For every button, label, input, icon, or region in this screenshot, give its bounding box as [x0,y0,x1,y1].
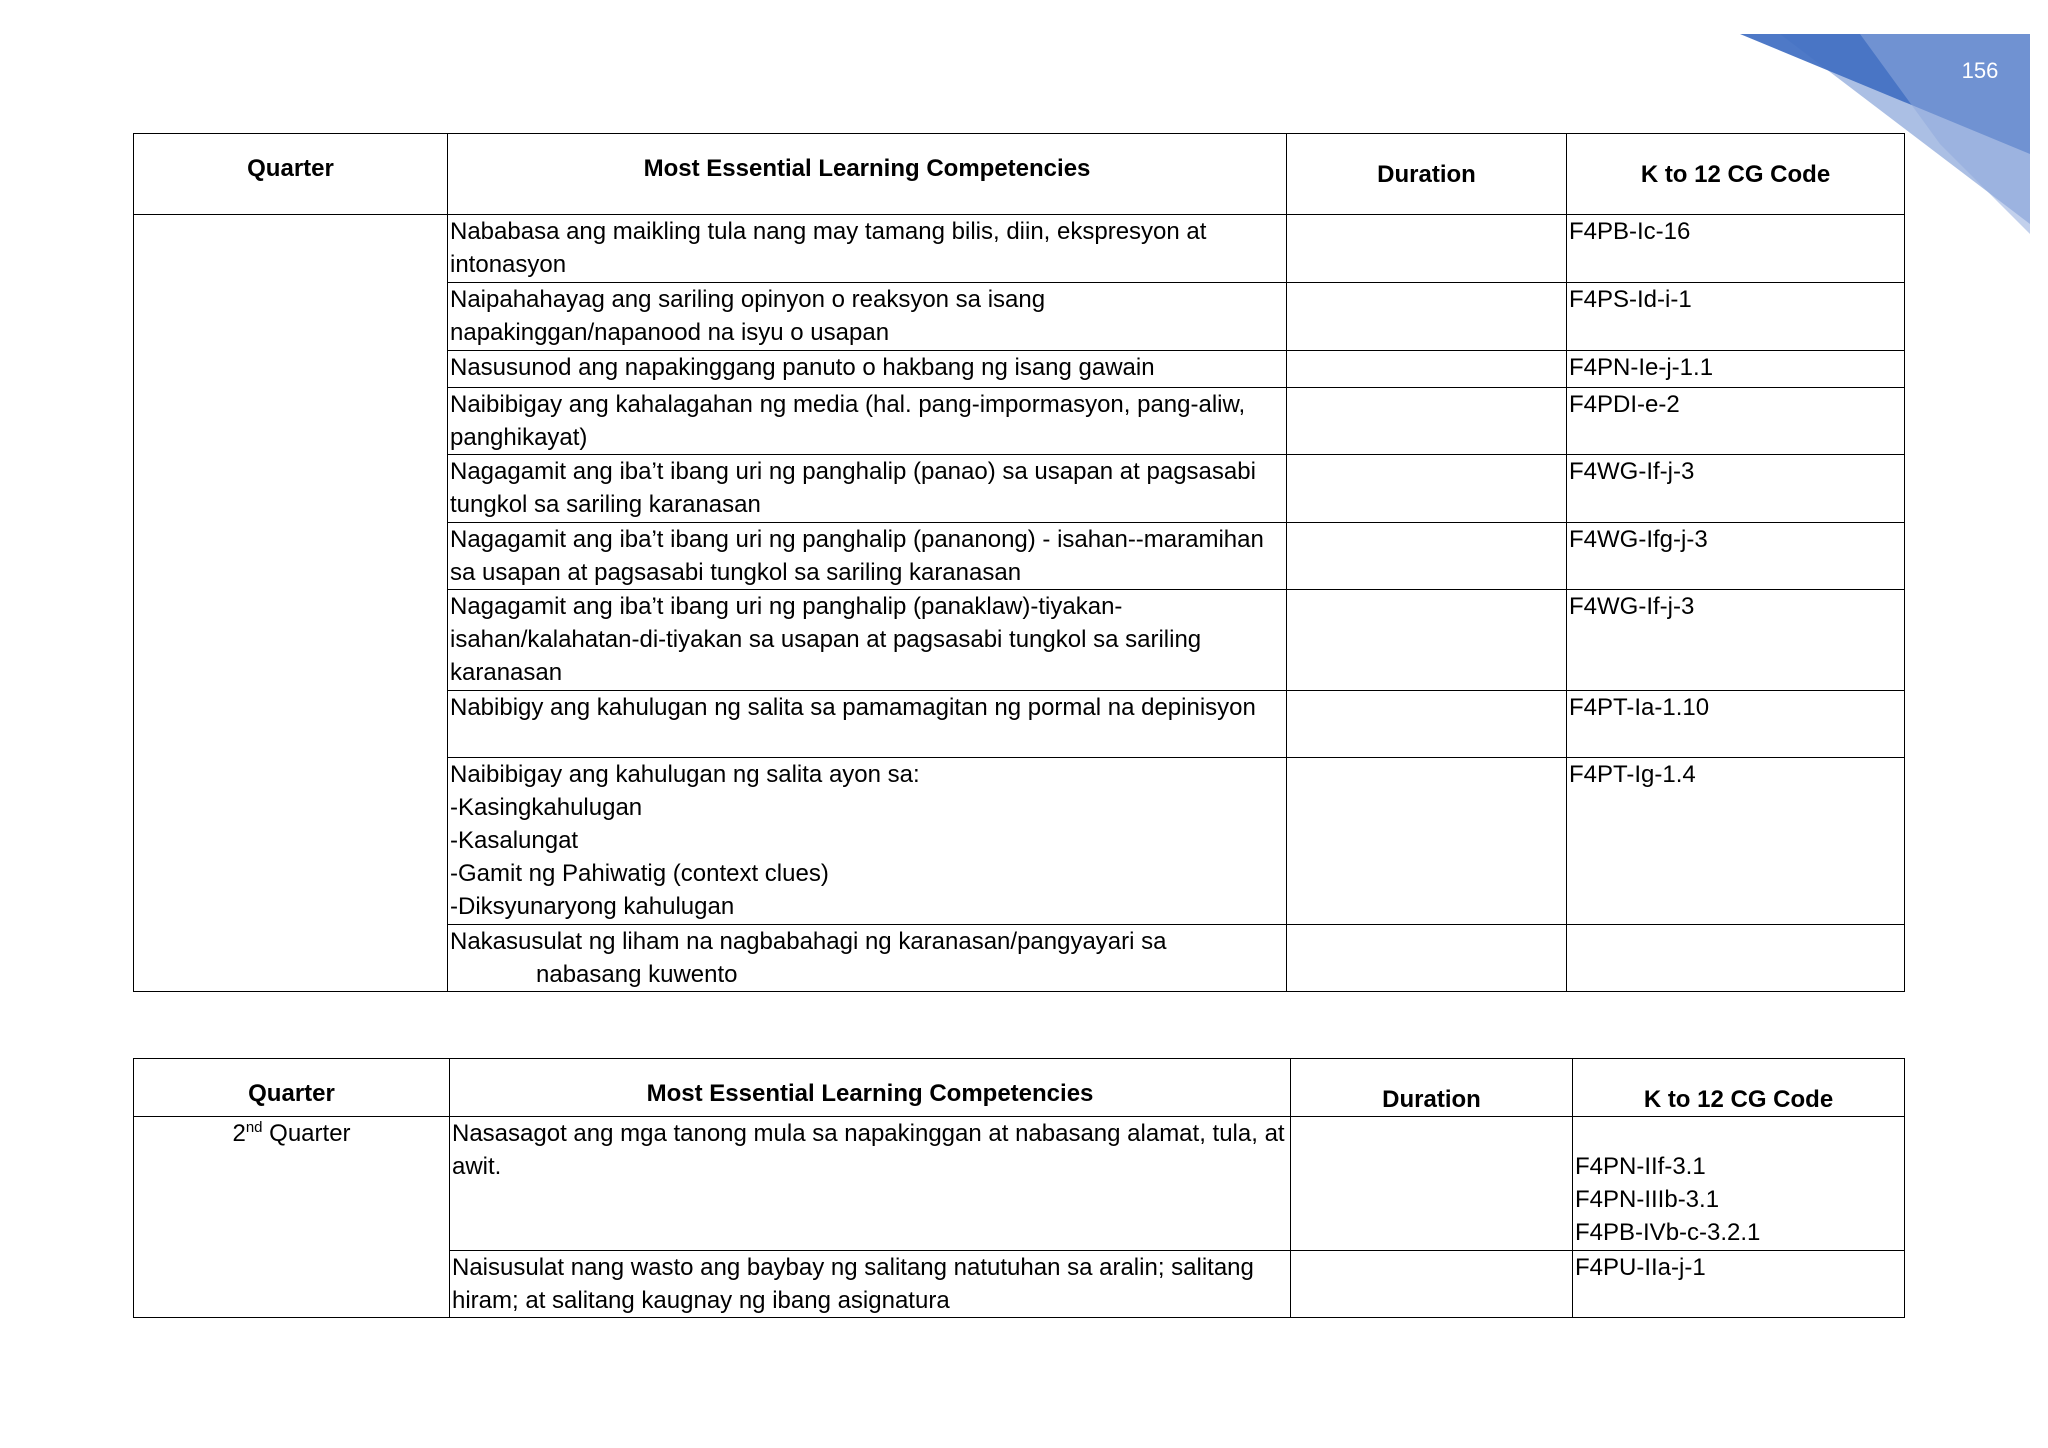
duration-cell [1287,758,1567,925]
competency-cell: Nasasagot ang mga tanong mula sa napakinggan at nabasang alamat, tula, at awit. [450,1117,1291,1251]
duration-cell [1287,523,1567,590]
code-cell: F4PT-Ia-1.10 [1567,691,1905,758]
duration-cell [1291,1117,1573,1251]
code-cell: F4PN-IIf-3.1 F4PN-IIIb-3.1 F4PB-IVb-c-3.2.1 [1573,1117,1905,1251]
header-duration: Duration [1287,134,1567,215]
quarter-word: Quarter [262,1120,351,1147]
duration-cell [1287,351,1567,388]
competency-cell: Nagagamit ang iba’t ibang uri ng panghalip (panaklaw)-tiyakan-isahan/kalahatan-di-tiyakan sa usapan at pagsasabi tungkol sa sariling karanasan [448,590,1287,691]
table-row [134,215,1905,283]
duration-cell [1287,215,1567,283]
duration-cell [1287,455,1567,523]
header-code: K to 12 CG Code [1567,134,1905,215]
quarter-cell [134,215,448,992]
competency-cell: Naibibigay ang kahulugan ng salita ayon sa: -Kasingkahulugan -Kasalungat -Gamit ng Pahiwatig (context clues) -Diksyunaryong kahulugan [448,758,1287,925]
competencies-table-1 [133,133,1905,992]
header-code: K to 12 CG Code [1573,1059,1905,1117]
duration-cell [1291,1251,1573,1318]
competencies-table-2 [133,1058,1905,1318]
header-competencies: Most Essential Learning Competencies [450,1059,1291,1117]
header-competencies: Most Essential Learning Competencies [448,134,1287,215]
code-cell: F4WG-If-j-3 [1567,455,1905,523]
page-number: 156 [1961,58,1999,83]
duration-cell [1287,590,1567,691]
competency-cell: Nagagamit ang iba’t ibang uri ng panghalip (panao) sa usapan at pagsasabi tungkol sa sariling karanasan [448,455,1287,523]
code-cell: F4WG-Ifg-j-3 [1567,523,1905,590]
competency-cell: Naipahahayag ang sariling opinyon o reaksyon sa isang napakinggan/napanood na isyu o usapan [448,283,1287,351]
competency-text: Nakasusulat ng liham na nagbabahagi ng karanasan/pangyayari sa [450,928,1167,955]
header-quarter: Quarter [134,134,448,215]
code-cell [1567,925,1905,992]
competency-cell: Naibibigay ang kahalagahan ng media (hal. pang-impormasyon, pang-aliw, panghikayat) [448,388,1287,455]
competency-cell [448,925,1287,992]
competency-cell: Nabibigy ang kahulugan ng salita sa pamamagitan ng pormal na depinisyon [448,691,1287,758]
header-quarter: Quarter [134,1059,450,1117]
code-cell: F4PS-Id-i-1 [1567,283,1905,351]
duration-cell [1287,925,1567,992]
competency-cell: Nagagamit ang iba’t ibang uri ng panghalip (pananong) - isahan--maramihan sa usapan at pagsasabi tungkol sa sariling karanasan [448,523,1287,590]
code-cell: F4PB-Ic-16 [1567,215,1905,283]
code-cell: F4PN-Ie-j-1.1 [1567,351,1905,388]
duration-cell [1287,388,1567,455]
quarter-number: 2 [232,1120,246,1147]
duration-cell [1287,691,1567,758]
code-cell: F4PU-IIa-j-1 [1573,1251,1905,1318]
code-cell: F4WG-If-j-3 [1567,590,1905,691]
code-cell: F4PDI-e-2 [1567,388,1905,455]
competency-text-continued: nabasang kuwento [536,961,738,988]
competency-cell: Nasusunod ang napakinggang panuto o hakbang ng isang gawain [448,351,1287,388]
code-cell: F4PT-Ig-1.4 [1567,758,1905,925]
competency-cell: Naisusulat nang wasto ang baybay ng salitang natutuhan sa aralin; salitang hiram; at salitang kaugnay ng ibang asignatura [450,1251,1291,1318]
table-row [134,1117,1905,1251]
header-duration: Duration [1291,1059,1573,1117]
duration-cell [1287,283,1567,351]
quarter-cell [134,1117,450,1318]
competency-cell: Nababasa ang maikling tula nang may tamang bilis, diin, ekspresyon at intonasyon [448,215,1287,283]
quarter-ordinal: nd [245,1119,263,1136]
